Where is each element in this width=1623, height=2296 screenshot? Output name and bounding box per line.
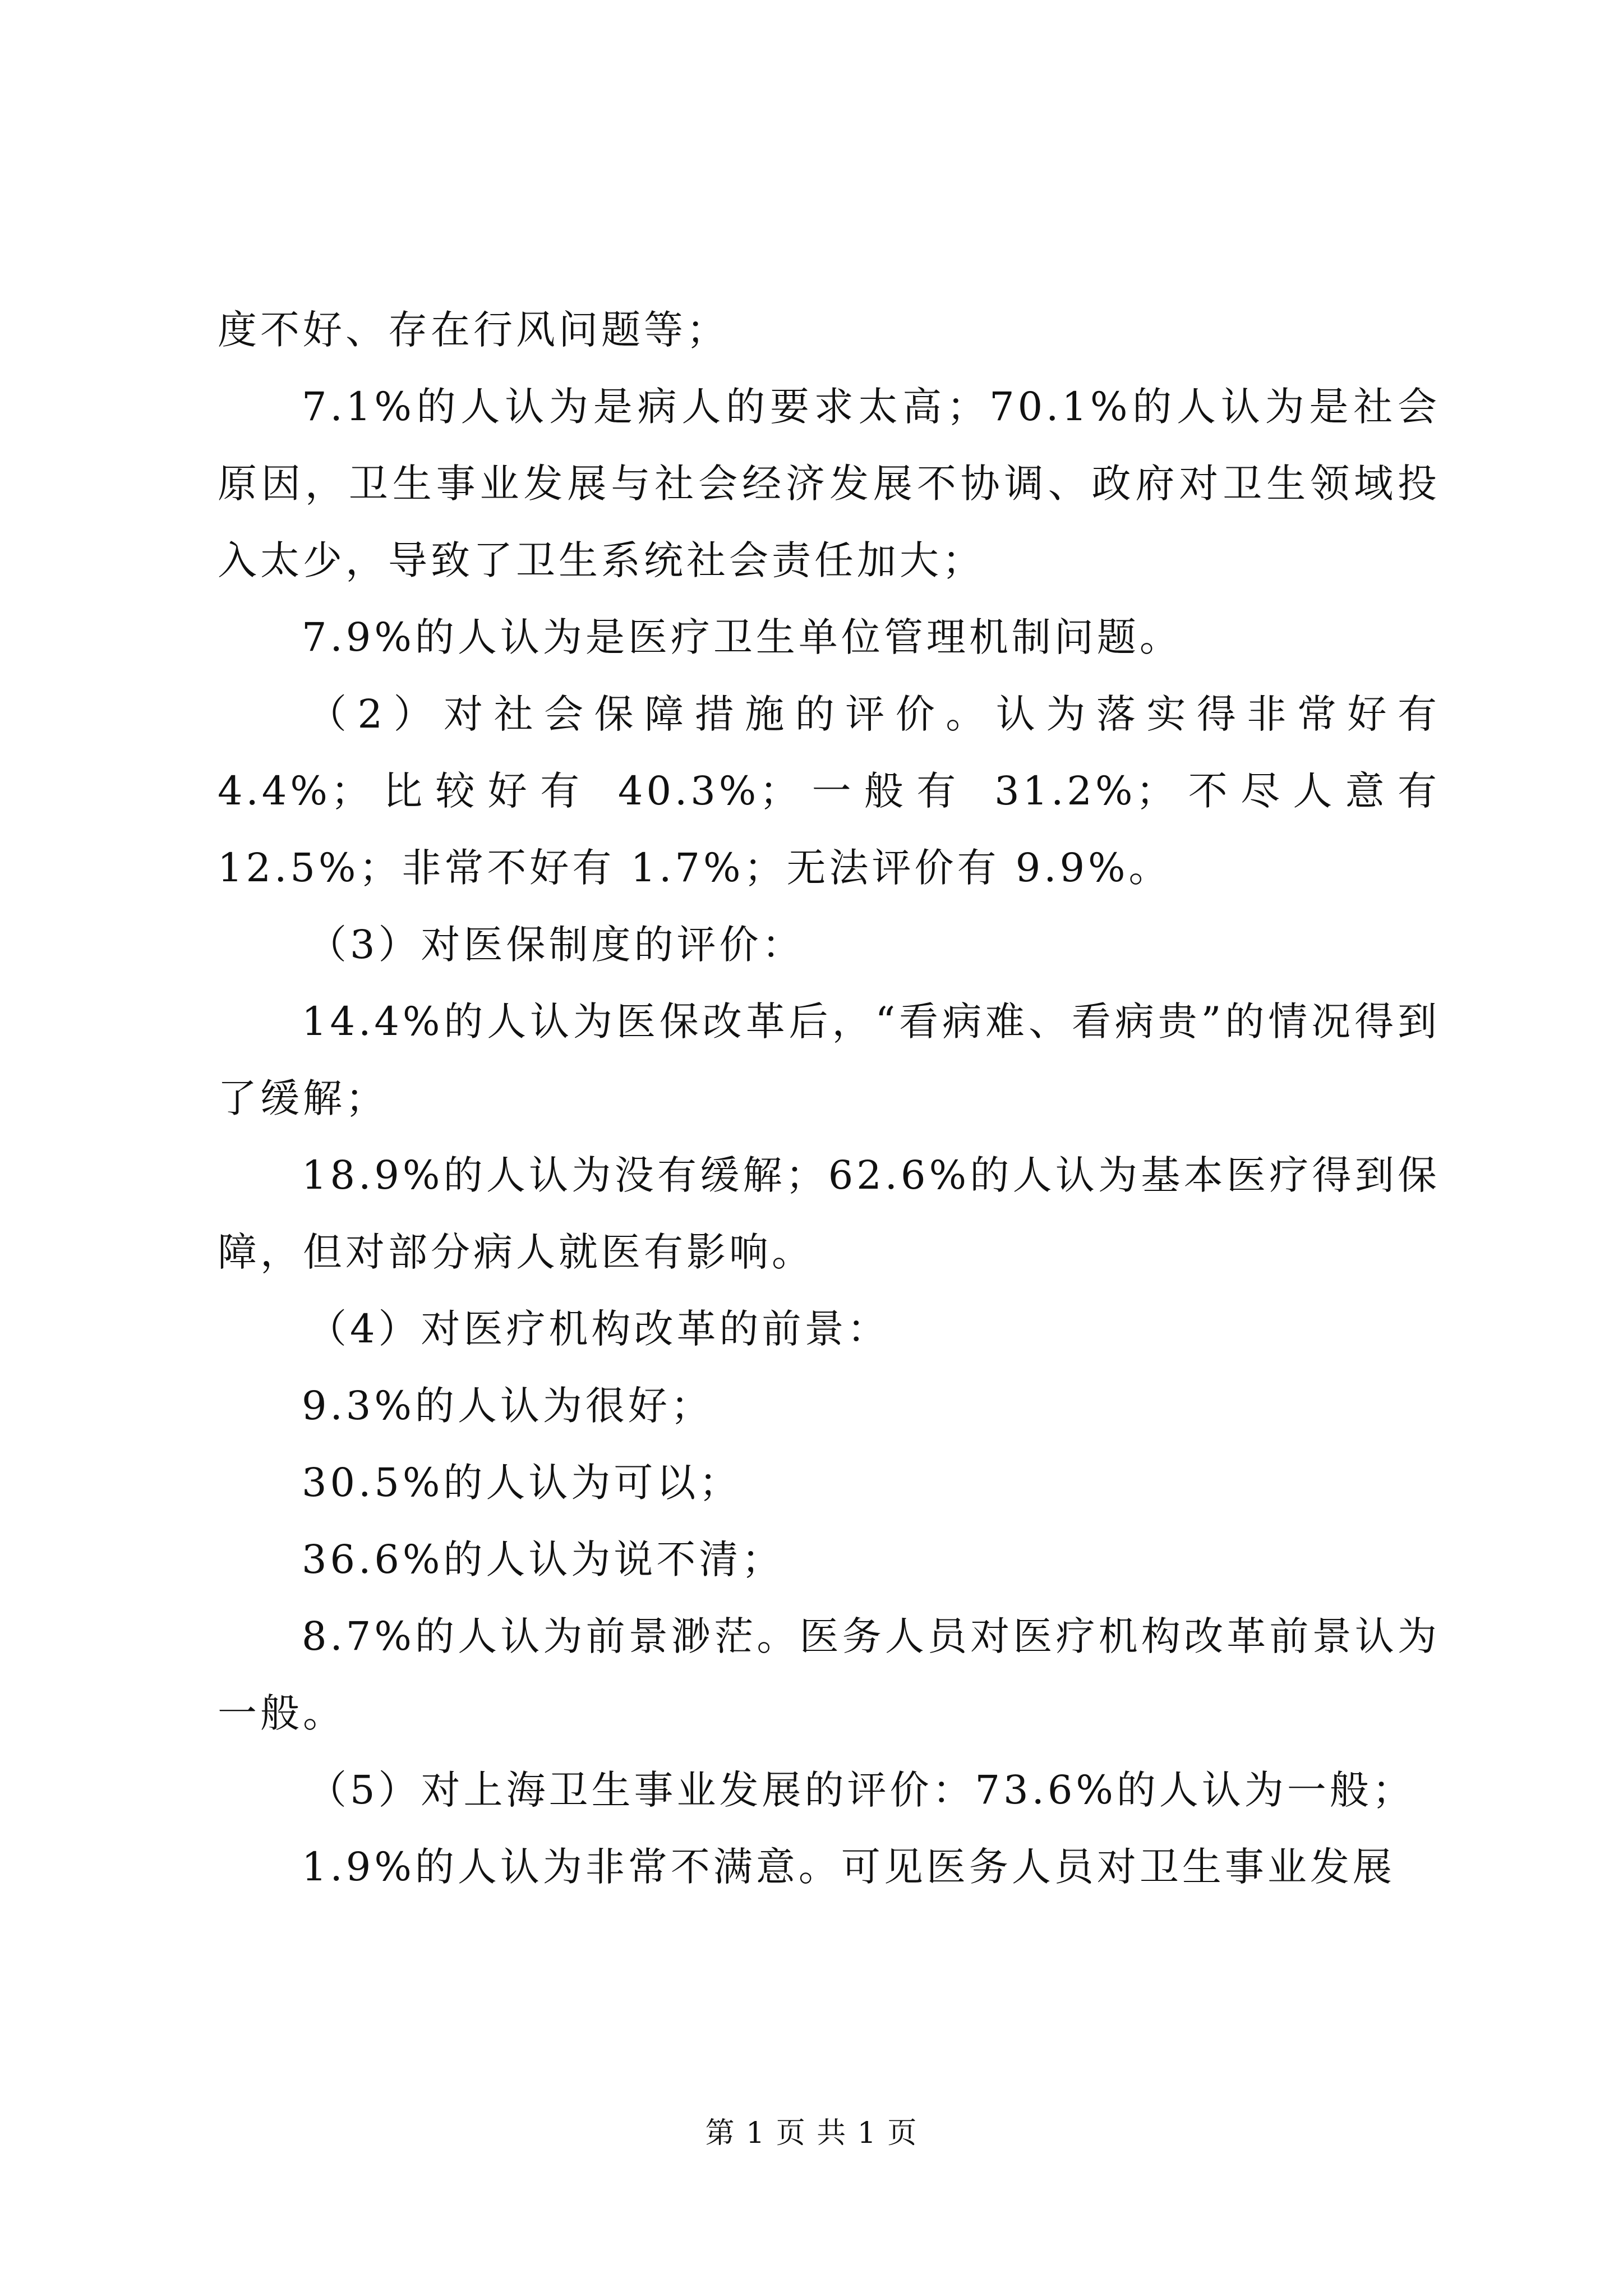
paragraph: 7.1%的人认为是病人的要求太高；70.1%的人认为是社会原因，卫生事业发展与社会经济发展不协调、政府对卫生领域投入太少，导致了卫生系统社会责任加大； (218, 384, 1440, 583)
paragraph: 1.9%的人认为非常不满意。可见医务人员对卫生事业发展 (302, 1844, 1395, 1890)
paragraph: 8.7%的人认为前景渺茫。医务人员对医疗机构改革前景认为一般。 (218, 1613, 1440, 1736)
paragraph: （4）对医疗机构改革的前景： (307, 1306, 890, 1352)
paragraph: 9.3%的人认为很好； (302, 1383, 713, 1429)
paragraph: 7.9%的人认为是医疗卫生单位管理机制问题。 (302, 614, 1182, 660)
paragraph: 30.5%的人认为可以； (302, 1460, 742, 1506)
paragraph: （3）对医保制度的评价： (307, 922, 805, 968)
paragraph: （2）对社会保障措施的评价。认为落实得非常好有 4.4%；比较好有 40.3%；一般有 31.2%；不尽人意有 12.5%；非常不好有 1.7%；无法评价有 9.9%。 (218, 691, 1440, 891)
page-footer (0, 2109, 1623, 2151)
paragraph: （5）对上海卫生事业发展的评价：73.6%的人认为一般； (307, 1767, 1415, 1813)
document-body (218, 292, 1440, 1906)
page-number-label: 第 1 页 共 1 页 (705, 2116, 918, 2150)
paragraph: 度不好、存在行风问题等； (218, 307, 729, 353)
paragraph: 36.6%的人认为说不清； (302, 1536, 785, 1582)
paragraph: 14.4%的人认为医保改革后，“看病难、看病贵”的情况得到了缓解； (218, 999, 1440, 1121)
paragraph: 18.9%的人认为没有缓解；62.6%的人认为基本医疗得到保障，但对部分病人就医有影响。 (218, 1152, 1440, 1275)
